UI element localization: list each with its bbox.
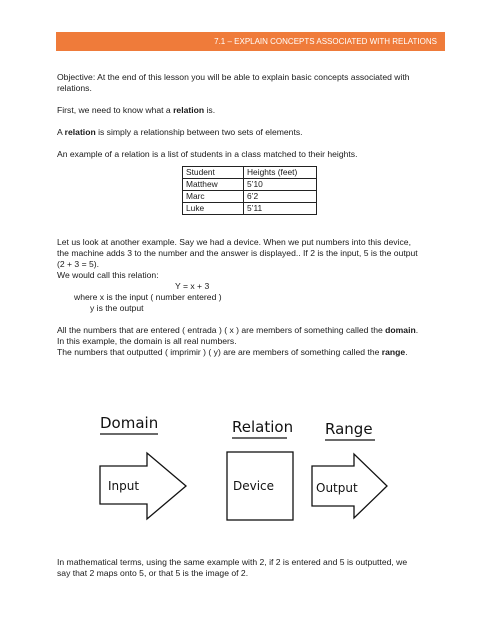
range-bold-term: range [381, 347, 406, 357]
table-cell: 5’10 [244, 179, 317, 191]
table-header-heights: Heights (feet) [244, 167, 317, 179]
definition-paragraph [57, 127, 442, 138]
relation-label: Relation [232, 418, 294, 436]
table-cell: 6’2 [244, 191, 317, 203]
table-row [183, 203, 317, 215]
definition-bold-term: relation [64, 127, 96, 137]
device-line-1: Let us look at another example. Say we had a device. When we put numbers into this device, [57, 237, 411, 247]
table-cell: Matthew [183, 179, 244, 191]
where-input: where x is the input ( number entered ) [74, 292, 222, 302]
footer-paragraph [57, 557, 442, 579]
table-row [183, 179, 317, 191]
where-output: y is the output [90, 303, 144, 313]
table-cell: Luke [183, 203, 244, 215]
device-line-3: (2 + 3 = 5). [57, 259, 100, 269]
output-label: Output [316, 481, 358, 495]
example-intro: An example of a relation is a list of students in a class matched to their heights. [57, 149, 358, 159]
relation-diagram [90, 408, 410, 528]
range-line-post: . [405, 347, 408, 357]
table-row [183, 191, 317, 203]
first-paragraph [57, 105, 442, 116]
device-line-4: We would call this relation: [57, 270, 159, 280]
objective-text: Objective: At the end of this lesson you will be able to explain basic concepts associated with relations. [57, 72, 410, 93]
first-text-post: is. [204, 105, 216, 115]
heights-table [182, 166, 317, 215]
range-line [57, 347, 442, 358]
relation-equation: Y = x + 3 [175, 281, 210, 291]
device-line-2: the machine adds 3 to the number and the answer is displayed.. If 2 is the input, 5 is the output [57, 248, 418, 258]
section-header [56, 32, 445, 51]
device-label: Device [233, 479, 275, 493]
lesson-body [57, 72, 442, 358]
header-title: 7.1 – EXPLAIN CONCEPTS ASSOCIATED WITH RELATIONS [214, 37, 437, 46]
footer-line-1: In mathematical terms, using the same example with 2, if 2 is entered and 5 is outputted, we [57, 557, 408, 567]
table-header-row [183, 167, 317, 179]
first-bold-term: relation [173, 105, 205, 115]
range-label: Range [325, 420, 373, 438]
domain-line-2: In this example, the domain is all real numbers. [57, 336, 237, 346]
domain-line-1 [57, 325, 442, 336]
range-line-pre: The numbers that outputted ( imprimir ) ( y) are are members of something called the [57, 347, 382, 357]
table-cell: Marc [183, 191, 244, 203]
input-label: Input [108, 479, 140, 493]
first-text-pre: First, we need to know what a [57, 105, 174, 115]
domain-label: Domain [100, 414, 159, 432]
domain-line-1-pre: All the numbers that are entered ( entrada ) ( x ) are members of something called the [57, 325, 386, 335]
definition-pre: A [57, 127, 65, 137]
table-cell: 5’11 [244, 203, 317, 215]
footer-line-2: say that 2 maps onto 5, or that 5 is the image of 2. [57, 568, 249, 578]
domain-line-1-post: . [415, 325, 419, 335]
domain-bold-term: domain [385, 325, 416, 335]
table-header-student: Student [183, 167, 244, 179]
definition-post: is simply a relationship between two sets of elements. [95, 127, 303, 137]
